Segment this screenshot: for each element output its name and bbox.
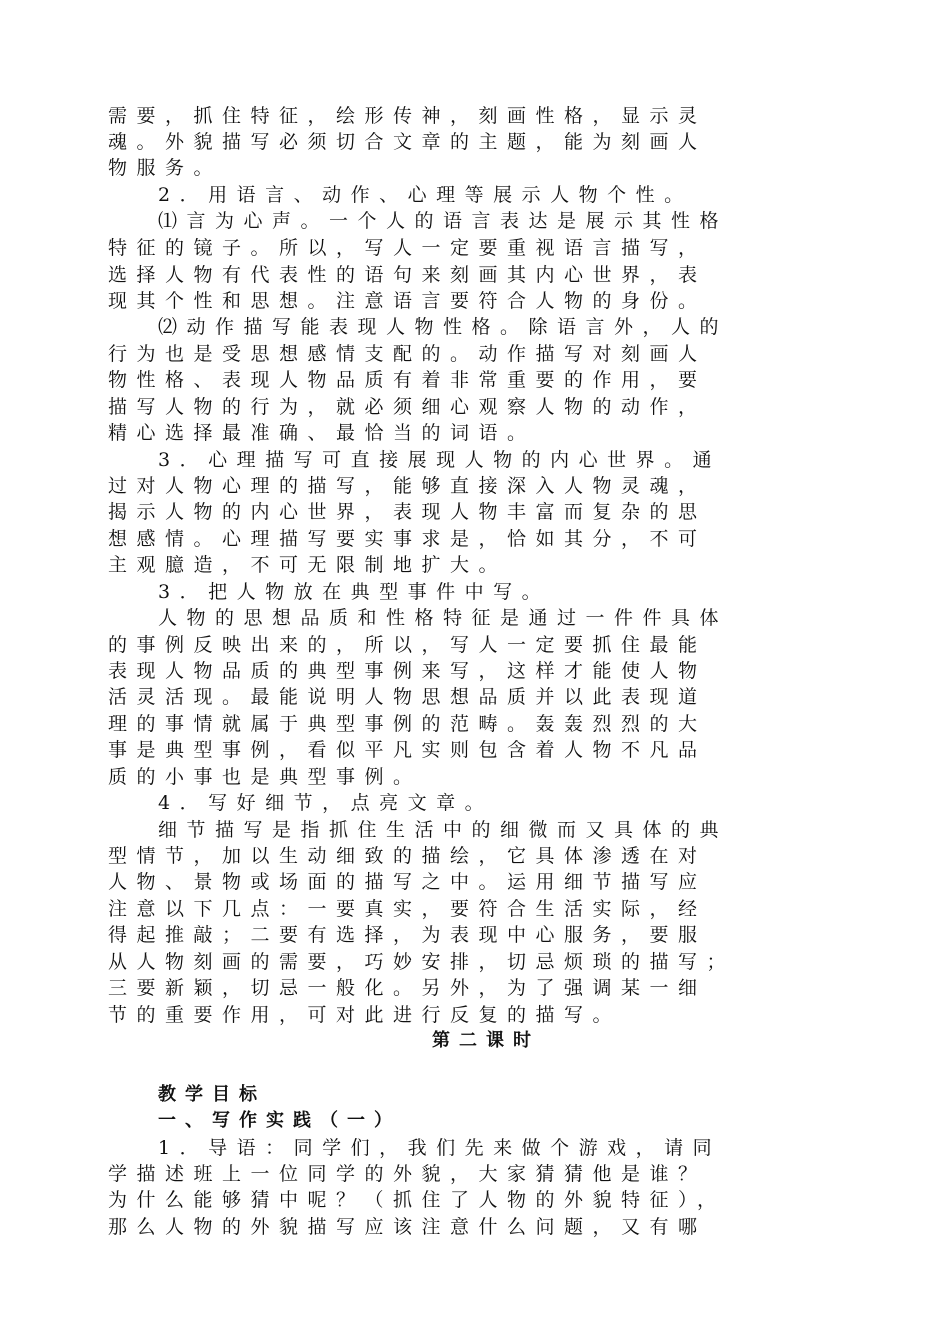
text-line: 从人物刻画的需要，巧妙安排，切忌烦琐的描写； <box>108 951 736 973</box>
text-line: 4．写好细节，点亮文章。 <box>158 792 494 814</box>
text-line: 注意以下几点：一要真实，要符合生活实际，经 <box>108 898 707 920</box>
text-line: 事是典型事例，看似平凡实则包含着人物不凡品 <box>108 739 707 761</box>
text-line: 人物、景物或场面的描写之中。运用细节描写应 <box>108 871 707 893</box>
subsection-heading: 一、写作实践（一） <box>158 1110 401 1131</box>
text-line: 1．导语：同学们，我们先来做个游戏，请同 <box>158 1137 722 1159</box>
text-line: 特征的镜子。所以，写人一定要重视语言描写， <box>108 237 707 259</box>
text-line: 描写人物的行为，就必须细心观察人物的动作， <box>108 396 707 418</box>
text-line: 细节描写是指抓住生活中的细微而又具体的典 <box>158 819 729 841</box>
lesson-title: 第二课时 <box>432 1030 540 1051</box>
text-line: ⑴言为心声。一个人的语言表达是展示其性格 <box>158 210 729 232</box>
section-heading: 教学目标 <box>158 1084 266 1105</box>
text-line: 三要新颖，切忌一般化。另外，为了强调某一细 <box>108 977 707 999</box>
text-line: 3．把人物放在典型事件中写。 <box>158 581 551 603</box>
text-line: 活灵活现。最能说明人物思想品质并以此表现道 <box>108 686 707 708</box>
text-line: 理的事情就属于典型事例的范畴。轰轰烈烈的大 <box>108 713 707 735</box>
text-line: 节的重要作用，可对此进行反复的描写。 <box>108 1004 622 1026</box>
text-line: 物性格、表现人物品质有着非常重要的作用，要 <box>108 369 707 391</box>
text-line: 主观臆造，不可无限制地扩大。 <box>108 554 508 576</box>
text-line: 得起推敲；二要有选择，为表现中心服务，要服 <box>108 924 707 946</box>
text-line: 表现人物品质的典型事例来写，这样才能使人物 <box>108 660 707 682</box>
text-line: 质的小事也是典型事例。 <box>108 766 422 788</box>
text-line: 2．用语言、动作、心理等展示人物个性。 <box>158 184 693 206</box>
text-line: 那么人物的外貌描写应该注意什么问题，又有哪 <box>108 1216 707 1238</box>
text-line: 精心选择最准确、最恰当的词语。 <box>108 422 536 444</box>
text-line: 人物的思想品质和性格特征是通过一件件具体 <box>158 607 729 629</box>
text-line: 需要，抓住特征，绘形传神，刻画性格，显示灵 <box>108 105 707 127</box>
text-line: 物服务。 <box>108 157 223 179</box>
text-line: 为什么能够猜中呢？（抓住了人物的外貌特征）， <box>108 1189 726 1211</box>
text-line: 型情节，加以生动细致的描绘，它具体渗透在对 <box>108 845 707 867</box>
text-line: 3．心理描写可直接展现人物的内心世界。通 <box>158 449 722 471</box>
text-line: ⑵动作描写能表现人物性格。除语言外，人的 <box>158 316 729 338</box>
text-line: 学描述班上一位同学的外貌，大家猜猜他是谁？ <box>108 1163 707 1185</box>
text-line: 选择人物有代表性的语句来刻画其内心世界，表 <box>108 264 707 286</box>
text-line: 过对人物心理的描写，能够直接深入人物灵魂， <box>108 475 707 497</box>
text-line: 揭示人物的内心世界，表现人物丰富而复杂的思 <box>108 501 707 523</box>
text-line: 魂。外貌描写必须切合文章的主题，能为刻画人 <box>108 131 707 153</box>
text-line: 现其个性和思想。注意语言要符合人物的身份。 <box>108 290 707 312</box>
text-line: 行为也是受思想感情支配的。动作描写对刻画人 <box>108 343 707 365</box>
text-line: 的事例反映出来的，所以，写人一定要抓住最能 <box>108 634 707 656</box>
text-line: 想感情。心理描写要实事求是，恰如其分，不可 <box>108 528 707 550</box>
